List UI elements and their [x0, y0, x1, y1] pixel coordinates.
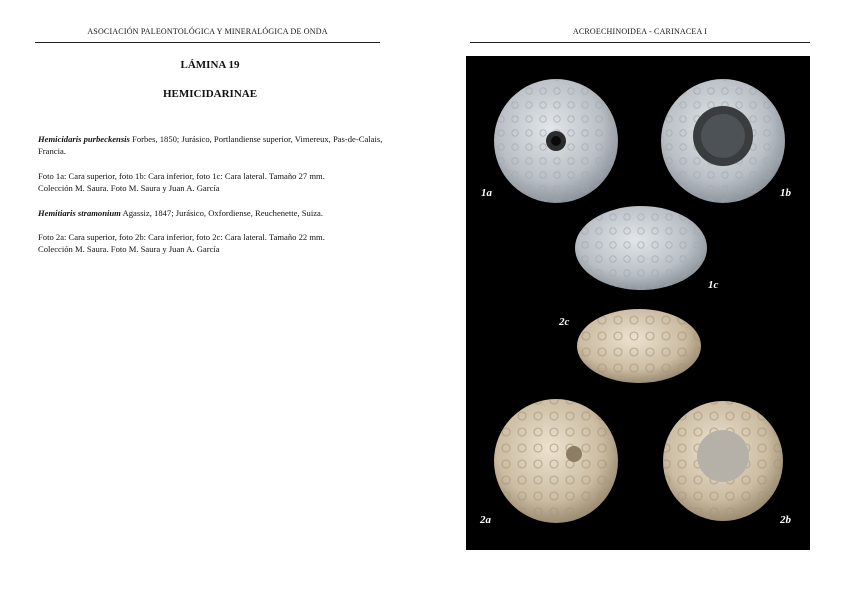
header-rule-left [35, 42, 380, 43]
fossil-2c [577, 309, 701, 383]
fossil-1c [575, 206, 707, 290]
fossil-photo-plate [466, 56, 810, 550]
plate-title: LÁMINA 19 [180, 59, 240, 71]
family-title: HEMICIDARINAE [162, 88, 258, 100]
species-1-photo-caption [38, 170, 388, 194]
label-1c: 1c [708, 279, 719, 291]
label-1b: 1b [780, 187, 791, 199]
species-2-photo-caption [38, 231, 388, 255]
species-2-details: Agassiz, 1847; Jurásico, Oxfordiense, Reuchenette, Suiza. [120, 208, 324, 218]
species-1-details: Forbes, 1850; Jurásico, Portlandiense superior, Vimereux, Pas-de-Calais, Francia. [38, 134, 383, 156]
fossil-1b [661, 79, 785, 203]
fossil-1a [494, 79, 618, 203]
header-right: ACROECHINOIDEA - CARINACEA I [572, 27, 708, 36]
species-2-name: Hemitiaris stramonium [38, 208, 121, 218]
label-1a: 1a [481, 187, 492, 199]
species-1-photo-line-1: Foto 1a: Cara superior, foto 1b: Cara inferior, foto 1c: Cara lateral. Tamaño 27 mm. [38, 171, 325, 181]
header-rule-right [470, 42, 810, 43]
species-2-photo-line-2: Colección M. Saura. Foto M. Saura y Juan A. García [38, 244, 220, 254]
header-left: ASOCIACIÓN PALEONTOLÓGICA Y MINERALÓGICA DE ONDA [87, 27, 328, 36]
species-2-photo-line-1: Foto 2a: Cara superior, foto 2b: Cara inferior, foto 2c: Cara lateral. Tamaño 22 mm. [38, 232, 325, 242]
fossil-photos [466, 56, 810, 550]
label-2c: 2c [559, 316, 570, 328]
species-2-description [38, 207, 388, 219]
species-1-photo-line-2: Colección M. Saura. Foto M. Saura y Juan A. García [38, 183, 220, 193]
fossil-2b [663, 401, 783, 521]
species-1-description [38, 133, 388, 157]
fossil-2a [494, 399, 618, 523]
label-2b: 2b [780, 514, 791, 526]
label-2a: 2a [480, 514, 491, 526]
species-1-name: Hemicidaris purbeckensis [38, 134, 130, 144]
